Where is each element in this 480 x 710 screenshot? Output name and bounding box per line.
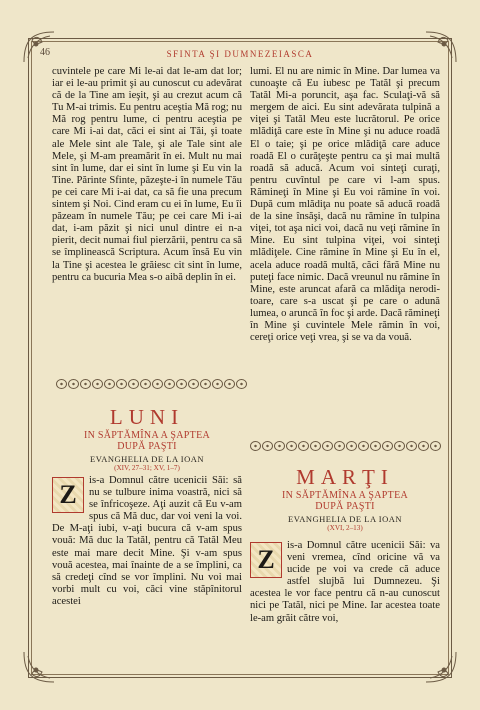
section-divider <box>250 441 442 453</box>
tuesday-drop-cap: Z <box>250 542 282 578</box>
running-header <box>0 44 480 62</box>
monday-title: LUNI <box>109 405 185 429</box>
left-column <box>52 66 242 284</box>
left-column-text: cuvintele pe care Mi le-ai dat le-am dat lor; iar ei le-au primit şi au cunoscut cu adevărat că de la Tine am ieşit, şi au crezut acum că Tu M-ai trimis. Eu pentru aceştia Mă rog; nu Mă rog pentru lume, ci pentru aceştia pe care Mi i-ai dat, căci ei sint ai Tăi, şi toate ale Mele sint ale Tale, şi ale Tale sint ale Mele, şi M-am preamărit în ei. Mult nu mai sint în lume, dar ei sint în lume şi Eu vin la Tine. Părinte Sfinte, păzeşte-i în numele Tău pe cei care Mi i-ai dat, ca să fie una precum sintem şi Noi. Cind eram cu ei în lume, Eu îi păzeam în numele Tău; pe cei care Mi i-ai dat, i-am păzit şi nici unul dintre ei n-a pierit, decit numai fiul pierzării, pentru ca să se împlinească Scriptura. Acum însă Eu vin la Tine şi acestea le grăiesc cit sint în lume, pentru ca bucuria Mea s-o aibă deplin în ei. <box>52 66 242 283</box>
tuesday-heading <box>250 465 440 532</box>
monday-reference: (XIV, 27–31; XV, 1–7) <box>114 464 180 472</box>
tuesday-subtitle-1: IN SĂPTĂMÎNA A ŞAPTEA <box>281 490 409 501</box>
monday-reading-text: is-a Domnul către ucenicii Săi: să nu se tulbure inima voastră, nici să se înfricoşeze. Aţi auzit că Eu v-am spus că Mă duc, dar voi veni la voi. De M-aţi iubi, v-aţi bucura că v-am spus vouă: Mă duc la Tatăl, pentru că Tatăl Meu este mai mare decit Mine. Şi v-am spus vouă acestea, mai înainte de a se împlini, ca să credeţi cînd se vor împlini. Nu voi mai vorbi mult cu voi, căci vine stăpînitorul acestei <box>52 475 242 607</box>
tuesday-gospel: EVANGHELIA DE LA IOAN <box>288 514 402 524</box>
section-divider <box>56 379 248 391</box>
corner-ornament-icon <box>424 650 458 684</box>
right-column-text: lumi. El nu are nimic în Mine. Dar lumea va cunoaşte că Eu iubesc pe Tatăl şi precum Tatăl Mi-a poruncit, aşa fac. Sculaţi-vă să mergem de aici. Eu sint adevărata tulpină a viţei şi Tatăl Meu este lucrătorul. Pe orice mlădiţă care este în Mine şi nu aduce roadă El o taie; şi pe orice mlădiţă care aduce roadă El o curăţeşte pentru ca şi mai multă roadă să aducă. Acum voi sinteţi curaţi, pentru cuvîntul pe care vi l-am spus. Rămineţi în Mine şi Eu voi rămine în voi. După cum mlădiţa nu poate să aducă roadă de la sine însăşi, dacă nu rămine în tulpina viţei, tot aşa nici voi, dacă nu veţi rămine în Mine. Eu sint tulpina viţei, voi sinteţi mlădiţele. Cine rămine în Mine şi Eu în el, acela aduce roadă multă, căci fără Mine nu puteţi face nimic. Dacă vreunul nu rămine în Mine, este aruncat afară ca mlădiţa neroditoare, care s-a uscat şi pe care o adună lumea, o aruncă în foc şi arde. Dacă rămineţi în Mine şi cuvintele Mele rămin în voi, cereţi orice veţi vrea, şi se va da vouă. <box>250 66 441 344</box>
tuesday-reference: (XVI, 2–13) <box>327 524 363 532</box>
monday-drop-cap: Z <box>52 477 84 513</box>
right-column <box>250 66 440 344</box>
tuesday-title: MARŢI <box>296 465 394 489</box>
corner-ornament-icon <box>22 650 56 684</box>
running-header-text: SFINTA ŞI DUMNEZEIASCA <box>166 49 314 59</box>
tuesday-subtitle-2: DUPĂ PAŞTI <box>315 501 375 512</box>
tuesday-reading <box>250 540 440 625</box>
page-number: 46 <box>40 47 50 58</box>
monday-gospel: EVANGHELIA DE LA IOAN <box>90 454 204 464</box>
monday-subtitle-2: DUPĂ PAŞTI <box>117 441 177 452</box>
monday-reading <box>52 475 242 608</box>
monday-subtitle-1: IN SĂPTĂMÎNA A ŞAPTEA <box>83 430 211 441</box>
tuesday-reading-text: is-a Domnul către ucenicii Săi: va veni vremea, cînd oricine vă va ucide pe voi va crede că aduce astfel slujbă lui Dumnezeu. Şi acestea le vor face pentru că n-au cunoscut nici pe Tatăl, nici pe Mine. Iar acestea toate le-am grăit către voi, <box>250 540 440 624</box>
monday-heading <box>52 405 242 472</box>
